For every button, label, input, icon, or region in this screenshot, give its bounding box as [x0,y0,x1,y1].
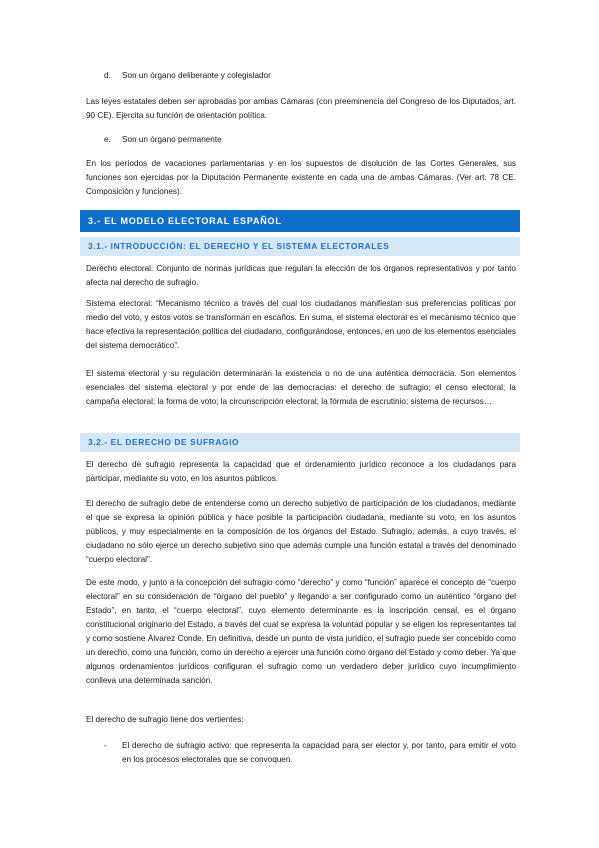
section-heading-3: 3.- EL MODELO ELECTORAL ESPAÑOL [80,210,520,232]
list-item-d: Son un órgano deliberante y colegislador [122,71,271,80]
bullet-dash: - [104,741,107,750]
paragraph-sistema-electoral: Sistema electoral: “Mecanismo técnico a través del cual los ciudadanos manifiestan sus preferencias políticas por medio del voto, y estos votos se transforman en escaños. En suma, el sistema electoral es el mecanismo técnico que hace efectiva la representación política del ciudadano, configurándose, entonces, en uno de los elementos esenciales del sistema democrático”. [86,299,516,350]
paragraph-periodos: En los períodos de vacaciones parlamentarias y en los supuestos de disolución de las Cortes Generales, sus funciones son ejercidas por la Diputación Permanente existente en cada una de ambas Cámaras. (Ver art. 78 CE. Composición y funciones). [86,159,516,196]
section-heading-3-1: 3.1.- INTRODUCCIÓN: EL DERECHO Y EL SISTEMA ELECTORALES [80,237,520,256]
list-marker-d: d. [104,71,111,80]
paragraph-leyes: Las leyes estatales deben ser aprobadas por ambas Cámaras (con preeminencia del Congreso de los Diputados, art. 90 CE). Ejercita su función de orientación política. [86,97,516,120]
paragraph-vertientes: El derecho de sufragio tiene dos vertientes: [86,715,244,724]
bullet-text: El derecho de sufragio activo: que representa la capacidad para ser elector y, por tanto, para emitir el voto en los procesos electorales que se convoquen. [122,741,516,764]
paragraph-concepcion: De este modo, y junto a la concepción del sufragio como “derecho” y como “función” aparece el concepto de “cuerpo electoral” en su consideración de “órgano del pueblo” y llegando a ser configurado como un auténtico “órgano del Estado”, en tanto, el “cuerpo electoral”, cuyo elemento determinante es la inscripción censal, es el órgano constitucional originario del Estado, a través del cual se expresa la voluntad popular y se eligen los representantes tal y como sostiene Álvarez Conde. En definitiva, desde un punto de vista jurídico, el sufragio puede ser concebido como un derecho, como una función, como un derecho a ejercer una función como órgano del Estado y como deber. Ya que algunos ordenamientos jurídicos configuran el sufragio como un verdadero deber jurídico cuyo incumplimiento conlleva una determinada sanción. [86,578,516,685]
list-marker-e: e. [104,135,111,144]
paragraph-sufragio-subjetivo: El derecho de sufragio debe de entenderse como un derecho subjetivo de participación de los ciudadanos, mediante el que se expresa la opinión pública y hace posible la participación ciudadana, mediante su voto, en los asuntos públicos, y muy especialmente en la composición de los órganos del Estado. Sufragio, además, a cuyo través, el ciudadano no sólo ejerce un derecho subjetivo sino que además cumple una función estatal a través del denominado “cuerpo electoral”. [86,499,516,564]
paragraph-derecho-electoral: Derecho electoral: Conjunto de normas jurídicas que regulan la elección de los órganos representativos y por tanto afecta nal derecho de sufragio. [86,264,516,287]
list-item-e: Son un órgano permanente [122,135,222,144]
paragraph-sufragio-definicion: El derecho de sufragio representa la capacidad que el ordenamiento jurídico reconoce a los ciudadanos para participar, mediante su voto, en los asuntos públicos. [86,460,516,483]
section-heading-3-2: 3.2.- EL DERECHO DE SUFRAGIO [80,433,520,452]
paragraph-regulacion: El sistema electoral y su regulación determinarán la existencia o no de una auténtica democracia. Son elementos esenciales del sistema electoral y por ende de las democracias: el derecho de sufragio; el censo electoral; la campaña electoral; la forma de voto; la circunscripción electoral; la fórmula de escrutinio; sistema de recursos… [86,369,516,406]
